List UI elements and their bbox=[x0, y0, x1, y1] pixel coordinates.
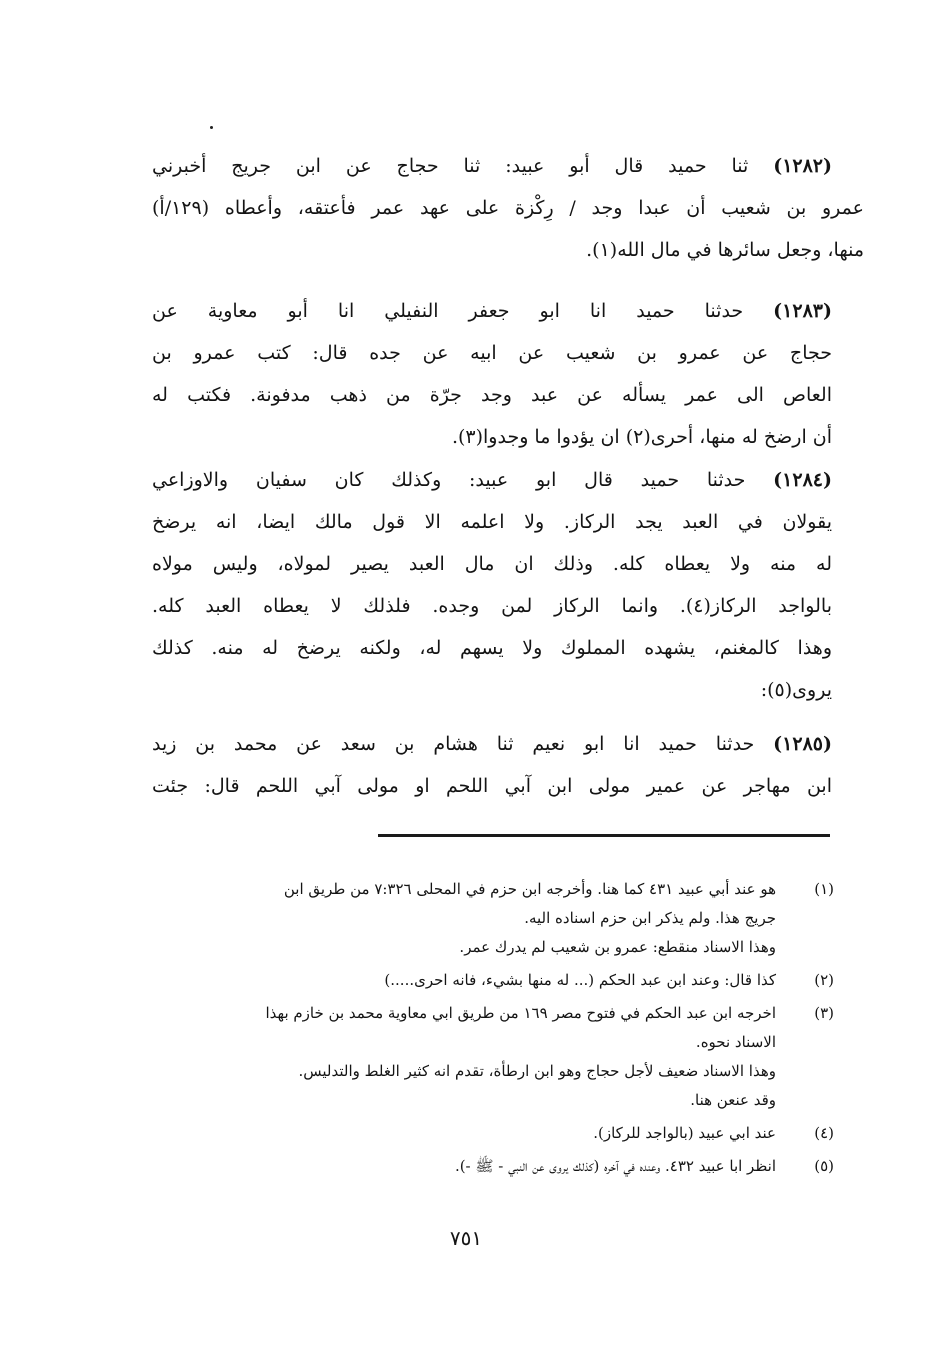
footnote-1 bbox=[162, 875, 834, 962]
text-line: يروى(٥): bbox=[760, 679, 832, 701]
text-line bbox=[152, 723, 832, 765]
footnote-3 bbox=[162, 999, 834, 1115]
text-line: عمرو بن شعيب أن عبدا وجد / رِكْزة على عهد عمر فأعتقه، وأعطاه (١٢٩/أ) bbox=[152, 197, 864, 219]
footnote-line: كذا قال: وعند ابن عبد الحكم (... له منها بشيء، فانه احرى.....) bbox=[384, 971, 776, 989]
footnote-separator bbox=[378, 834, 830, 837]
text-line bbox=[152, 459, 832, 501]
text-line: منها، وجعل سائرها في مال الله(١). bbox=[586, 239, 864, 261]
footnote-mark: (٥) bbox=[814, 1157, 834, 1175]
hadith-1283 bbox=[152, 290, 832, 458]
footnote-mark: (٢) bbox=[814, 971, 834, 989]
page-number: ٧٥١ bbox=[449, 1226, 483, 1250]
line-text: حدثنا حميد انا ابو نعيم ثنا هشام بن سعد عن محمد بن زيد bbox=[152, 733, 755, 755]
text-line bbox=[152, 145, 832, 187]
footnote-mark: (١) bbox=[814, 880, 834, 898]
footnote-line: اخرجه ابن عبد الحكم في فتوح مصر ١٦٩ من طريق ابي معاوية محمد بن خازم بهذا bbox=[265, 1004, 776, 1022]
footnote-line: وهذا الاسناد ضعيف لأجل حجاج وهو ابن ارطأة، تقدم انه كثير الغلط والتدليس. bbox=[298, 1062, 776, 1080]
footnote-line: الاسناد نحوه. bbox=[695, 1033, 776, 1051]
footnote-mark: (٣) bbox=[814, 1004, 834, 1022]
hadith-number: (١٢٨٤) bbox=[773, 469, 832, 491]
footnote-line: جريج هذا. ولم يذكر ابن حزم اسناده اليه. bbox=[524, 909, 776, 927]
hadith-1285 bbox=[152, 723, 832, 807]
footnote-2 bbox=[162, 966, 834, 995]
line-text: حدثنا حميد قال ابو عبيد: وكذلك كان سفيان والاوزاعي bbox=[152, 469, 746, 491]
text-line: ابن مهاجر عن عمير مولى ابن آبي اللحم او مولى آبي اللحم قال: جئت bbox=[152, 775, 832, 797]
hadith-number: (١٢٨٢) bbox=[773, 155, 833, 177]
hadith-1284 bbox=[152, 459, 832, 711]
text-line: أن ارضخ له منها، أحرى(٢) ان يؤدوا ما وجدوا(٣). bbox=[451, 426, 832, 448]
footnote-line: هو عند أبي عبيد ٤٣١ كما هنا. وأخرجه ابن حزم في المحلى ٧:٣٢٦ من طريق ابن bbox=[283, 880, 776, 898]
hadith-1282 bbox=[152, 145, 864, 271]
text-line: حجاج عن عمرو بن شعيب عن ابيه عن جده قال: كتب عمرو بن bbox=[152, 342, 832, 364]
text-line: وهذا كالمغنم، يشهده المملوك ولا يسهم له، ولكنه يرضخ له منه. كذلك bbox=[152, 637, 832, 659]
line-text: حدثنا حميد انا ابو جعفر النفيلي انا أبو معاوية عن bbox=[152, 300, 744, 322]
footnotes bbox=[162, 875, 834, 1185]
text-line bbox=[152, 290, 832, 332]
hadith-number: (١٢٨٣) bbox=[773, 300, 832, 322]
text-line: بالواجد الركاز(٤). وانما الركاز لمن وجده. فلذلك لا يعطاه العبد كله. bbox=[152, 595, 832, 617]
footnote-mark: (٤) bbox=[814, 1124, 834, 1142]
hadith-number: (١٢٨٥) bbox=[773, 733, 832, 755]
line-text: ثنا حميد قال أبو عبيد: ثنا حجاج عن ابن جريج أخبرني bbox=[152, 155, 749, 177]
text-line: يقولان في العبد يجد الركاز. ولا اعلمه الا قول مالك ايضا، انه يرضخ bbox=[152, 511, 832, 533]
text-line: العاص الى عمر يسأله عن عبد وجد جرّة من ذهب مدفونة. فكتب له bbox=[152, 384, 832, 406]
footnote-5 bbox=[162, 1152, 834, 1181]
footnote-line: وهذا الاسناد منقطع: عمرو بن شعيب لم يدرك عمر. bbox=[459, 938, 776, 956]
footnote-4 bbox=[162, 1119, 834, 1148]
footnote-line: وقد عنعن هنا. bbox=[690, 1091, 776, 1109]
footnote-line: انظر ابا عبيد ٤٣٢. وعنده في آخره (كذلك يروى عن النبي - ﷺ -). bbox=[454, 1157, 776, 1175]
footnote-line: عند ابي عبيد (بالواجد للركاز). bbox=[593, 1124, 776, 1142]
text-line: له منه ولا يعطاه كله. وذلك ان مال العبد يصير لمولاه، وليس مولاه bbox=[152, 553, 832, 575]
stray-dot bbox=[210, 126, 213, 129]
